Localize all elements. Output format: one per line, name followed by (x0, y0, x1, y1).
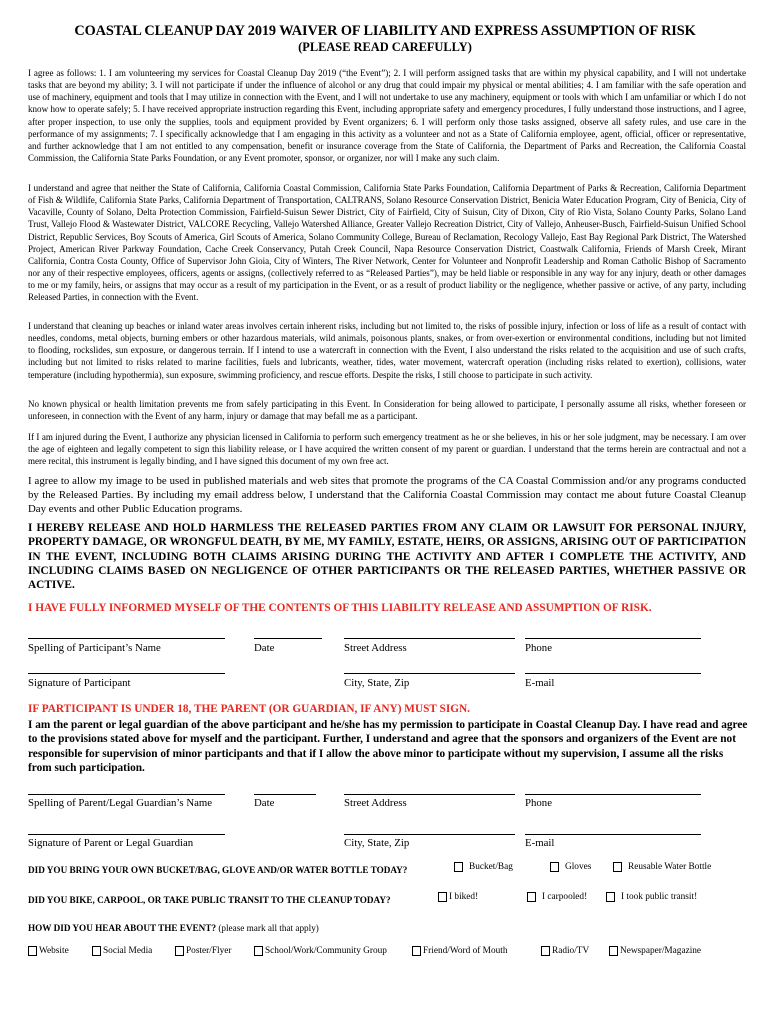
participant-city-line[interactable] (344, 673, 515, 674)
checkbox-icon[interactable] (606, 892, 615, 902)
option-label: I took public transit! (621, 892, 698, 902)
option-website[interactable] (28, 946, 69, 956)
bring-own-question: DID YOU BRING YOUR OWN BUCKET/BAG, GLOVE AND/OR WATER BOTTLE TODAY? (28, 865, 408, 875)
participant-name-line[interactable] (28, 638, 225, 639)
guardian-street-line[interactable] (344, 794, 515, 795)
document-subtitle: (PLEASE READ CAREFULLY) (298, 40, 472, 54)
option-carpooled[interactable] (527, 892, 587, 902)
guardian-signature-line[interactable] (28, 834, 225, 835)
option-label: Poster/Flyer (186, 946, 232, 956)
option-gloves[interactable] (550, 862, 591, 872)
participant-city-label: City, State, Zip (344, 677, 410, 689)
checkbox-icon[interactable] (527, 892, 536, 902)
option-label: School/Work/Community Group (265, 946, 387, 956)
participant-date-label: Date (254, 642, 275, 654)
checkbox-icon[interactable] (175, 946, 184, 956)
participant-date-line[interactable] (254, 638, 322, 639)
checkbox-icon[interactable] (541, 946, 550, 956)
participant-signature-line[interactable] (28, 673, 225, 674)
guardian-paragraph: I am the parent or legal guardian of the above participant and he/she has my permission to participate in Coastal Cleanup Day. I have read and agree to the provisions stated above for myself and the participant. Further, I understand and agree that the sponsors and organizers of the Event are not responsible for supervision of minor participants and that if I allow the above minor to participate without my supervision, I assume all the risks from such participation. (28, 719, 748, 774)
checkbox-icon[interactable] (454, 862, 463, 872)
option-label: Bucket/Bag (469, 862, 513, 872)
option-school-work[interactable] (254, 946, 387, 956)
guardian-name-label: Spelling of Parent/Legal Guardian’s Name (28, 797, 213, 809)
participant-signature-label: Signature of Participant (28, 677, 131, 689)
option-label: Reusable Water Bottle (628, 862, 712, 872)
participant-street-line[interactable] (344, 638, 515, 639)
option-friend[interactable] (412, 946, 507, 956)
option-newspaper[interactable] (609, 946, 701, 956)
checkbox-icon[interactable] (438, 892, 447, 902)
option-social-media[interactable] (92, 946, 152, 956)
checkbox-icon[interactable] (28, 946, 37, 956)
released-parties-paragraph: I understand and agree that neither the State of California, California Coastal Commission, California State Parks Foundation, California Department of Parks & Recreation, California Department of Fish & Wildlife, California State Parks, California Department of Transportation, CALTRANS, Solano Resource Conservation District, Benicia Water Education Program, City of Benicia, City of Vacaville, County of Solano, Delta Protection Commission, Fairfield-Suisun Sewer District, City of Fairfield, City of Suisun, City of Dixon, City of Rio Vista, Solano County Parks, Solano Land Trust, Vallejo Flood & Wastewater District, VALCORE Recycling, Vallejo Watershed Alliance, Greater Vallejo Recreation District, City of Vallejo, Anheuser-Busch, Fairfield-Suisun Unified School District, Republic Services, Boy Scouts of America, Girl Scouts of America, Solano Community College, Bureau of Reclamation, Recology Vallejo, East Bay Regional Park District, The Watershed Project, American River Parkway Foundation, Cache Creek Conservancy, Putah Creek Council, Napa Resource Conservation District, Coastwalk California, Friends of Marsh Creek, Mirant California, Contra Costa County, Office of Supervisor John Gioia, City of Winters, The River Network, Center for Volunteer and Nonprofit Leadership and Roman Catholic Bishop of Sacramento nor any of their respective employees, officers, agents or assigns, (collectively referred to as “Released Parties”), may be held liable or responsible in any way for any injury, death or other damages to me or my family, heirs, or assigns that may occur as a result of my participation in the Event, or as a result of product liability or the negligence, whether passive or active, of any party, including Released Parties, in connection with the Event. (28, 183, 746, 303)
participant-phone-label: Phone (525, 642, 552, 654)
option-public-transit[interactable] (606, 892, 697, 902)
injury-paragraph: If I am injured during the Event, I authorize any physician licensed in California to perform such emergency treatment as he or she believes, in his or her sole judgment, may be necessary. I am over the age of eighteen and legally competent to sign this liability release, or I have acquired the written consent of my parent or guardian. I understand that the terms herein are contractual and not a mere recital, this instrument is legally binding, and I have signed this document of my own free act. (28, 432, 746, 467)
guardian-email-line[interactable] (525, 834, 701, 835)
checkbox-icon[interactable] (609, 946, 618, 956)
participant-email-line[interactable] (525, 673, 701, 674)
transport-question: DID YOU BIKE, CARPOOL, OR TAKE PUBLIC TRANSIT TO THE CLEANUP TODAY? (28, 895, 391, 905)
option-water-bottle[interactable] (613, 862, 711, 872)
option-label: Gloves (565, 862, 592, 872)
option-label: Radio/TV (552, 946, 590, 956)
option-label: Newspaper/Magazine (620, 946, 702, 956)
heard-question-text: HOW DID YOU HEAR ABOUT THE EVENT? (28, 923, 217, 933)
option-radio-tv[interactable] (541, 946, 589, 956)
checkbox-icon[interactable] (254, 946, 263, 956)
checkbox-icon[interactable] (613, 862, 622, 872)
option-label: Website (39, 946, 69, 956)
risks-paragraph: I understand that cleaning up beaches or inland water areas involves certain inherent risks, including but not limited to, the risks of possible injury, infection or loss of life as a result of contact with needles, condoms, metal objects, burning embers or other hazardous materials, wild animals, poisonous plants, snakes, or from over-exertion or environmental conditions, including but not limited to flooding, rockslides, sun exposure, or dangerous terrain. If I intend to use a watercraft in connection with the Event, I also understand the risks related to the acquisition and use of such crafts, including but not limited to risks related to marine facilities, fuels and lubricants, weather, tides, water movement, watercraft operation (including risks related to exertion), collisions, water temperature (including hypothermia), sun exposure, swimming proficiency, and rescue efforts. Despite the risks, I still choose to participate in such activity. (28, 321, 746, 380)
guardian-name-line[interactable] (28, 794, 225, 795)
participant-email-label: E-mail (525, 677, 555, 689)
option-poster-flyer[interactable] (175, 946, 231, 956)
guardian-city-line[interactable] (344, 834, 515, 835)
release-paragraph: I HEREBY RELEASE AND HOLD HARMLESS THE RELEASED PARTIES FROM ANY CLAIM OR LAWSUIT FOR PERSONAL INJURY, PROPERTY DAMAGE, OR WRONGFUL DEATH, BY ME, MY FAMILY, ESTATE, HEIRS, OR ASSIGNS, ARISING OUT OF PARTICIPATION IN THE EVENT, INCLUDING BOTH CLAIMS ARISING DURING THE ACTIVITY AND AFTER I COMPLETE THE ACTIVITY, AND INCLUDING CLAIMS BASED ON NEGLIGENCE OF OTHER PARTICIPANTS OR THE RELEASED PARTIES, WHETHER PASSIVE OR ACTIVE. (28, 522, 746, 592)
option-label: I biked! (449, 892, 479, 902)
guardian-date-line[interactable] (254, 794, 316, 795)
guardian-email-label: E-mail (525, 837, 555, 849)
guardian-city-label: City, State, Zip (344, 837, 410, 849)
guardian-phone-label: Phone (525, 797, 552, 809)
participant-phone-line[interactable] (525, 638, 701, 639)
guardian-street-label: Street Address (344, 797, 407, 809)
option-label: I carpooled! (542, 892, 588, 902)
option-bucket-bag[interactable] (454, 862, 513, 872)
checkbox-icon[interactable] (550, 862, 559, 872)
heard-question (28, 923, 319, 933)
informed-statement: I HAVE FULLY INFORMED MYSELF OF THE CONTENTS OF THIS LIABILITY RELEASE AND ASSUMPTION OF RISK. (28, 602, 652, 614)
heard-question-note: (please mark all that apply) (218, 923, 319, 933)
guardian-signature-label: Signature of Parent or Legal Guardian (28, 837, 194, 849)
option-label: Friend/Word of Mouth (423, 946, 508, 956)
option-biked[interactable] (438, 892, 478, 902)
minor-heading: IF PARTICIPANT IS UNDER 18, THE PARENT (OR GUARDIAN, IF ANY) MUST SIGN. (28, 703, 471, 715)
checkbox-icon[interactable] (92, 946, 101, 956)
participant-name-label: Spelling of Participant’s Name (28, 642, 161, 654)
image-consent-paragraph: I agree to allow my image to be used in published materials and web sites that promote the programs of the CA Coastal Commission and/or any programs conducted by the Released Parties. By including my email address below, I understand that the California Coastal Commission may contact me about future Coastal Cleanup Day events and other Public Education programs. (28, 475, 746, 516)
agreement-paragraph: I agree as follows: 1. I am volunteering my services for Coastal Cleanup Day 2019 (“the Event”); 2. I will perform assigned tasks that are within my physical capability, and I will not undertake tasks that are beyond my ability; 3. I will not participate if under the influence of alcohol or any drug that could impair my physical or mental abilities; 4. I am familiar with the safe operation and use of machinery, equipment and tools that I may utilize in connection with the Event, and I will not undertake to use any machinery, equipment or tools with which I am unfamiliar or which I do not know how to operate safely; 5. I have received appropriate instruction regarding this Event, including appropriate safety and emergency procedures, I fully understand those instructions, and I agree, after proper inspection, to use only the supplies, tools and equipment provided by Event organizers; 6. I will perform only those tasks assigned, observe all safety rules, and use care in the performance of my assignments; 7. I specifically acknowledge that I am engaging in this activity as a volunteer and not as a State of California employee, agent, official, officer or representative, and further acknowledge that I am not entitled to any compensation, benefit or insurance coverage from the State of California, the Department of Parks and Recreation, the California Coastal Commission, the California State Parks Foundation, or any Event promoter, sponsor, or organizer, nor will I make any such claim. (28, 68, 746, 164)
guardian-date-label: Date (254, 797, 275, 809)
option-label: Social Media (103, 946, 153, 956)
participant-street-label: Street Address (344, 642, 407, 654)
checkbox-icon[interactable] (412, 946, 421, 956)
document-title: COASTAL CLEANUP DAY 2019 WAIVER OF LIABILITY AND EXPRESS ASSUMPTION OF RISK (74, 23, 696, 39)
health-paragraph: No known physical or health limitation prevents me from safely participating in this Event. In Consideration for being allowed to participate, I personally assume all risks, whether foreseen or unforeseen, in connection with the Event of any harm, injury or damage that may befall me as a participant. (28, 399, 746, 422)
guardian-phone-line[interactable] (525, 794, 701, 795)
